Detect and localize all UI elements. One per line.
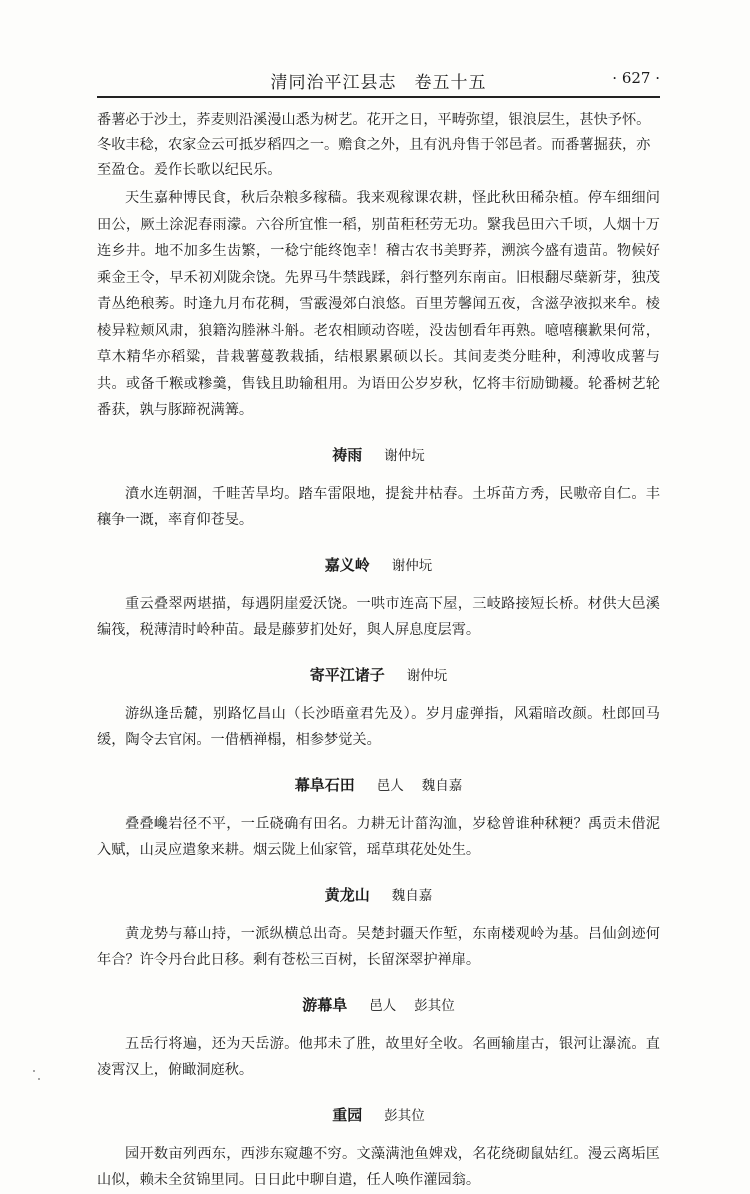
poem-text: 游纵逢岳麓，别路忆昌山（长沙晤童君先及）。岁月虚弹指，风霜暗改颜。杜郎回马缓，陶令去官闲。一借栖禅榻，相参梦觉关。: [97, 705, 660, 748]
poem-author: 谢仲坃: [391, 557, 433, 574]
poem-author: 谢仲坃: [384, 447, 425, 464]
poem-text: 园开数亩列西东，西涉东窥趣不穷。文藻满池鱼婢戏，名花绕砌鼠姑红。漫云离垢匡山似，赖未全贫锦里同。日日此中聊自遣，任人唤作灌园翁。: [97, 1145, 660, 1188]
poem-heading: [97, 664, 660, 687]
poem-text: 濆水连朝涸，千畦苦旱均。踏车雷限地，提瓮井枯春。土坼苗方秀，民嗷帝自仁。丰穰争一溉，率育仰苍旻。: [97, 485, 660, 528]
poem-author: 魏自嘉: [421, 777, 463, 794]
poem-text: 黄龙势与幕山持，一派纵横总出奇。吴楚封疆天作堑，东南楼观岭为基。吕仙剑迹何年合？许令丹台此日移。剩有苍松三百树，长留深翠护禅扉。: [97, 925, 660, 968]
poem-title: 祷雨: [332, 445, 363, 464]
poem-title: 重园: [332, 1105, 363, 1124]
poem-heading: [97, 1104, 660, 1127]
poem-origin: 邑人: [376, 777, 404, 794]
running-header: [97, 66, 660, 100]
poem-heading: [97, 884, 660, 907]
header-rule: [97, 96, 660, 98]
poem-title: 嘉义岭: [324, 555, 370, 574]
page-number: · 627 ·: [612, 69, 660, 87]
poem-title: 黄龙山: [324, 885, 370, 904]
poem-text: 重云叠翠两堪描，每遇阴崖爱沃饶。一哄市连高下屋，三岐路接短长桥。材供大邑溪编筏，税薄清时岭种苗。最是藤萝扪处好，與人屏息度层霄。: [97, 595, 660, 638]
scan-speck: [38, 1078, 40, 1080]
poem-text: 五岳行将遍，还为天岳游。他邦未了胜，故里好全收。名画输崖古，银河让瀑流。直凌霄汉上，俯瞰洞庭秋。: [97, 1035, 660, 1078]
poem-heading: [97, 994, 660, 1017]
poem-title: 游幕阜: [302, 995, 348, 1014]
poem-block: [97, 884, 660, 974]
poem-heading: [97, 774, 660, 797]
intro-note: 番薯必于沙土，荞麦则沿溪漫山悉为树艺。花开之日，平畴弥望，银浪层生，甚快予怀。冬收丰稔，农家佥云可抵岁稻四之一。赡食之外，且有汎舟售于邻邑者。而番薯掘获，亦至盈仓。爰作长歌以纪民乐。: [97, 112, 651, 178]
poem-title: 寄平江诸子: [309, 665, 385, 684]
book-title: 清同治平江县志 卷五十五: [270, 73, 487, 93]
poem-heading: [97, 554, 660, 577]
poem-block: [97, 664, 660, 754]
poem-origin: 邑人: [369, 997, 397, 1014]
poem-author: 彭其位: [414, 997, 455, 1014]
poem-text: 叠叠巉岩径不平，一丘硗确有田名。力耕无计菑沟洫，岁稔曾谁种秫粳？禹贡未借泥入赋，山灵应遣象来耕。烟云陇上仙家管，瑶草琪花处处生。: [97, 815, 660, 858]
poem-block: [97, 1104, 660, 1194]
poem-block: [97, 554, 660, 644]
poem-title: 幕阜石田: [294, 775, 355, 794]
poem-author: 谢仲坃: [406, 667, 448, 684]
poem-block: [97, 444, 660, 534]
scan-speck: [33, 1070, 35, 1072]
poem-author: 魏自嘉: [391, 887, 433, 904]
poem-author: 彭其位: [384, 1107, 425, 1124]
poem-heading: [97, 444, 660, 467]
poem-text: 天生嘉种博民食，秋后杂粮多稼穑。我来观稼课农耕，怪此秋田稀杂植。停车细细问田公，厥土涂泥春雨濛。六谷所宜惟一稻，别苗秬秠劳无功。繄我邑田六千顷，人烟十万连乡井。地不加多生齿繁，一稔宁能终饱幸！稽古农书美野荞，溯滨今盛有遗苗。物候好乘金王令，早禾初刈陇余饶。先界马牛禁践蹂，斜行整列东南亩。旧根翻尽蘖新芽，独茂青丛绝稂莠。时逢九月布花稠，雪霰漫郊白浪悠。百里芳馨闻五夜，含滋孕液拟来牟。棱棱异粒颊风肃，狼籍沟塍淋斗斛。老农相顾动咨嗟，没齿刨看年再熟。噫嘻穰歉果何常，草木精华亦稻粱，昔栽薯蔓教栽插，结根累累硕以长。其间麦类分畦种，利溥收成薯与共。或备千糇或糁羹，售钱且助输租用。为语田公岁岁秋，忆将丰衍励锄耰。轮番树艺轮番获，孰与豚蹄祝满篝。: [97, 190, 660, 418]
poem-block: [97, 774, 660, 864]
page-body: [97, 108, 660, 1194]
poem-block: [97, 994, 660, 1084]
